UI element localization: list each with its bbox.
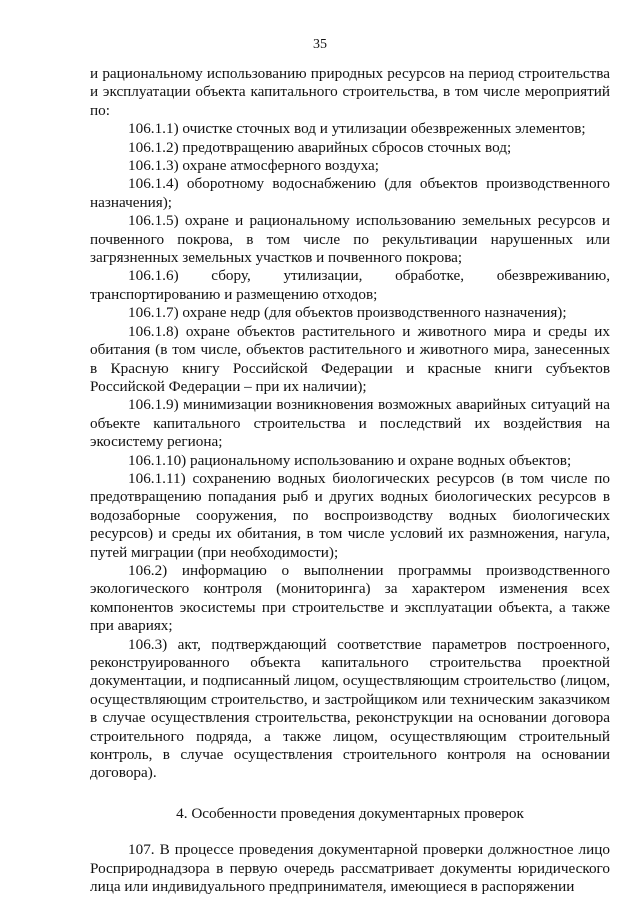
section-heading: 4. Особенности проведения документарных проверок (176, 804, 524, 822)
list-item-106-1-4: 106.1.4) оборотному водоснабжению (для объектов производственного назначения); (90, 175, 610, 211)
list-item-106-3: 106.3) акт, подтверждающий соответствие параметров построенного, реконструированного объекта капитального строительства проектной документации, и подписанный лицом, осуществляющим строительство (лицом, осуществляющим строительство, и застройщиком или техническим заказчиком в случае осуществления строительства, реконструкции на основании договора строительного подряда, а также лицом, осуществляющим строительный контроль, в случае осуществления строительного контроля на основании договора). (90, 635, 610, 782)
list-item-106-1-6: 106.1.6) сбору, утилизации, обработке, обезвреживанию, транспортированию и размещению отходов; (90, 267, 610, 303)
list-item-106-2: 106.2) информацию о выполнении программы производственного экологического контроля (мониторинга) за характером изменения всех компонентов экосистемы при строительстве и эксплуатации объекта, а также при авариях; (90, 561, 610, 635)
list-item-106-1-5: 106.1.5) охране и рациональному использованию земельных ресурсов и почвенного покрова, в том числе по рекультивации нарушенных или загрязненных земельных участков и почвенного покрова; (90, 212, 610, 267)
page-number: 35 (313, 37, 327, 52)
list-item-106-1-3: 106.1.3) охране атмосферного воздуха; (128, 157, 379, 175)
list-item-106-1-9: 106.1.9) минимизации возникновения возможных аварийных ситуаций на объекте капитального строительства и последствий их воздействия на экосистему региона; (90, 396, 610, 451)
list-item-106-1-11: 106.1.11) сохранению водных биологических ресурсов (в том числе по предотвращению попадания рыб и других водных биологических ресурсов в водозаборные сооружения, по воспроизводству водных биологических ресурсов) и среды их обитания, в том числе условий их размножения, нагула, путей миграции (при необходимости); (90, 469, 610, 561)
list-item-106-1-7: 106.1.7) охране недр (для объектов производственного назначения); (128, 304, 567, 322)
document-body (90, 65, 610, 896)
list-item-106-1-2: 106.1.2) предотвращению аварийных сбросов сточных вод; (128, 138, 512, 156)
paragraph-continuation: и рациональному использованию природных ресурсов на период строительства и эксплуатации объекта капитального строительства, в том числе мероприятий по: (90, 65, 610, 119)
paragraph-107: 107. В процессе проведения документарной проверки должностное лицо Росприроднадзора в первую очередь рассматривает документы юридического лица или индивидуального предпринимателя, имеющиеся в распоряжении (90, 841, 610, 896)
list-item-106-1-8: 106.1.8) охране объектов растительного и животного мира и среды их обитания (в том числе, объектов растительного и животного мира, занесенных в Красную книгу Российской Федерации и красные книги субъектов Российской Федерации – при их наличии); (90, 322, 610, 395)
list-item-106-1-10: 106.1.10) рациональному использованию и охране водных объектов; (128, 451, 572, 469)
list-item-106-1-1: 106.1.1) очистке сточных вод и утилизации обезвреженных элементов; (128, 120, 586, 138)
